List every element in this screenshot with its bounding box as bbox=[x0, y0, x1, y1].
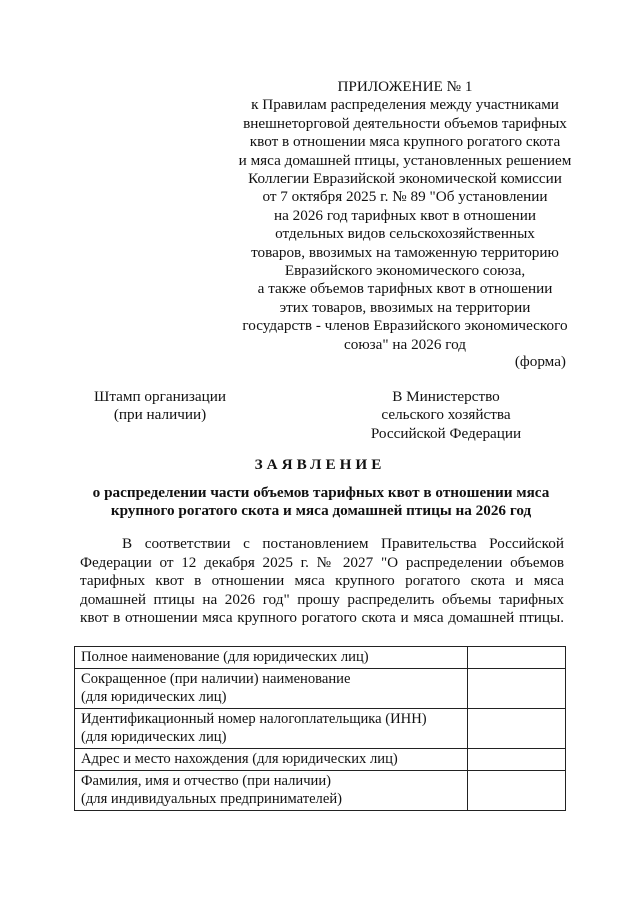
appendix-line: государств - членов Евразийского экономического bbox=[242, 317, 568, 335]
field-label-line: Полное наименование (для юридических лиц) bbox=[81, 649, 369, 665]
organization-stamp-placeholder bbox=[80, 388, 240, 425]
body-paragraph bbox=[80, 535, 564, 628]
field-value-entrepreneur-name[interactable] bbox=[467, 771, 565, 811]
body-line: тарифных квот в отношении мяса крупного рогатого скота и мяса bbox=[80, 572, 564, 590]
recipient-line: В Министерство bbox=[392, 388, 500, 405]
appendix-line: товаров, ввозимых на таможенную территорию bbox=[251, 243, 559, 261]
table-row bbox=[75, 709, 566, 749]
table-row bbox=[75, 647, 566, 669]
field-label-line: Адрес и место нахождения (для юридических лиц) bbox=[81, 751, 398, 768]
field-label-line: Сокращенное (при наличии) наименование bbox=[81, 671, 351, 688]
appendix-line: а также объемов тарифных квот в отношении bbox=[257, 280, 553, 298]
field-label-entrepreneur-name bbox=[75, 771, 468, 811]
subtitle-line: о распределении части объемов тарифных квот в отношении мяса bbox=[92, 484, 550, 501]
applicant-info-table bbox=[74, 646, 566, 811]
field-label-line: Фамилия, имя и отчество (при наличии) bbox=[81, 773, 332, 790]
stamp-line: (при наличии) bbox=[113, 406, 207, 424]
table-row bbox=[75, 749, 566, 771]
field-value-short-name[interactable] bbox=[467, 669, 565, 709]
appendix-line: квот в отношении мяса крупного рогатого скота bbox=[249, 133, 561, 151]
field-label-line: (для юридических лиц) bbox=[81, 728, 227, 745]
field-label-full-name bbox=[75, 647, 468, 669]
body-line: домашней птицы на 2026 год" прошу распределить объемы тарифных bbox=[80, 590, 564, 608]
table-row bbox=[75, 669, 566, 709]
document-title: ЗАЯВЛЕНИЕ bbox=[254, 456, 386, 473]
table-row bbox=[75, 771, 566, 811]
field-label-line: Идентификационный номер налогоплательщика (ИНН) bbox=[81, 711, 427, 728]
appendix-line: внешнеторговой деятельности объемов тарифных bbox=[243, 114, 567, 132]
appendix-line: ПРИЛОЖЕНИЕ № 1 bbox=[337, 78, 473, 95]
subtitle-line: крупного рогатого скота и мяса домашней птицы на 2026 год bbox=[110, 502, 532, 520]
field-value-address[interactable] bbox=[467, 749, 565, 771]
stamp-line: Штамп организации bbox=[94, 388, 226, 405]
appendix-line: союза" на 2026 год bbox=[344, 335, 466, 353]
field-value-full-name[interactable] bbox=[467, 647, 565, 669]
field-label-address bbox=[75, 749, 468, 771]
appendix-line: от 7 октября 2025 г. № 89 "Об установлении bbox=[262, 188, 548, 206]
document-subtitle bbox=[74, 484, 568, 521]
field-label-line: (для юридических лиц) bbox=[81, 688, 227, 705]
body-line: В соответствии с постановлением Правительства Российской bbox=[122, 535, 564, 552]
appendix-line: Евразийского экономического союза, bbox=[284, 262, 526, 280]
appendix-line: отдельных видов сельскохозяйственных bbox=[275, 225, 535, 243]
field-label-inn bbox=[75, 709, 468, 749]
form-label: (форма) bbox=[514, 353, 566, 370]
body-line: Федерации от 12 декабря 2025 г. № 2027 "О распределении объемов bbox=[80, 553, 564, 571]
field-value-inn[interactable] bbox=[467, 709, 565, 749]
body-line: квот в отношении мяса крупного рогатого скота и мяса домашней птицы. bbox=[80, 609, 564, 627]
recipient-line: Российской Федерации bbox=[370, 424, 522, 442]
appendix-line: Коллегии Евразийской экономической комиссии bbox=[248, 170, 562, 188]
recipient-line: сельского хозяйства bbox=[381, 406, 511, 424]
appendix-line: на 2026 год тарифных квот в отношении bbox=[273, 206, 537, 224]
appendix-header bbox=[222, 78, 588, 354]
appendix-line: к Правилам распределения между участниками bbox=[251, 96, 559, 114]
appendix-line: и мяса домашней птицы, установленных решением bbox=[238, 151, 572, 169]
recipient-block bbox=[356, 388, 536, 443]
field-label-short-name bbox=[75, 669, 468, 709]
appendix-line: этих товаров, ввозимых на территории bbox=[279, 298, 531, 316]
field-label-line: (для индивидуальных предпринимателей) bbox=[81, 790, 342, 807]
